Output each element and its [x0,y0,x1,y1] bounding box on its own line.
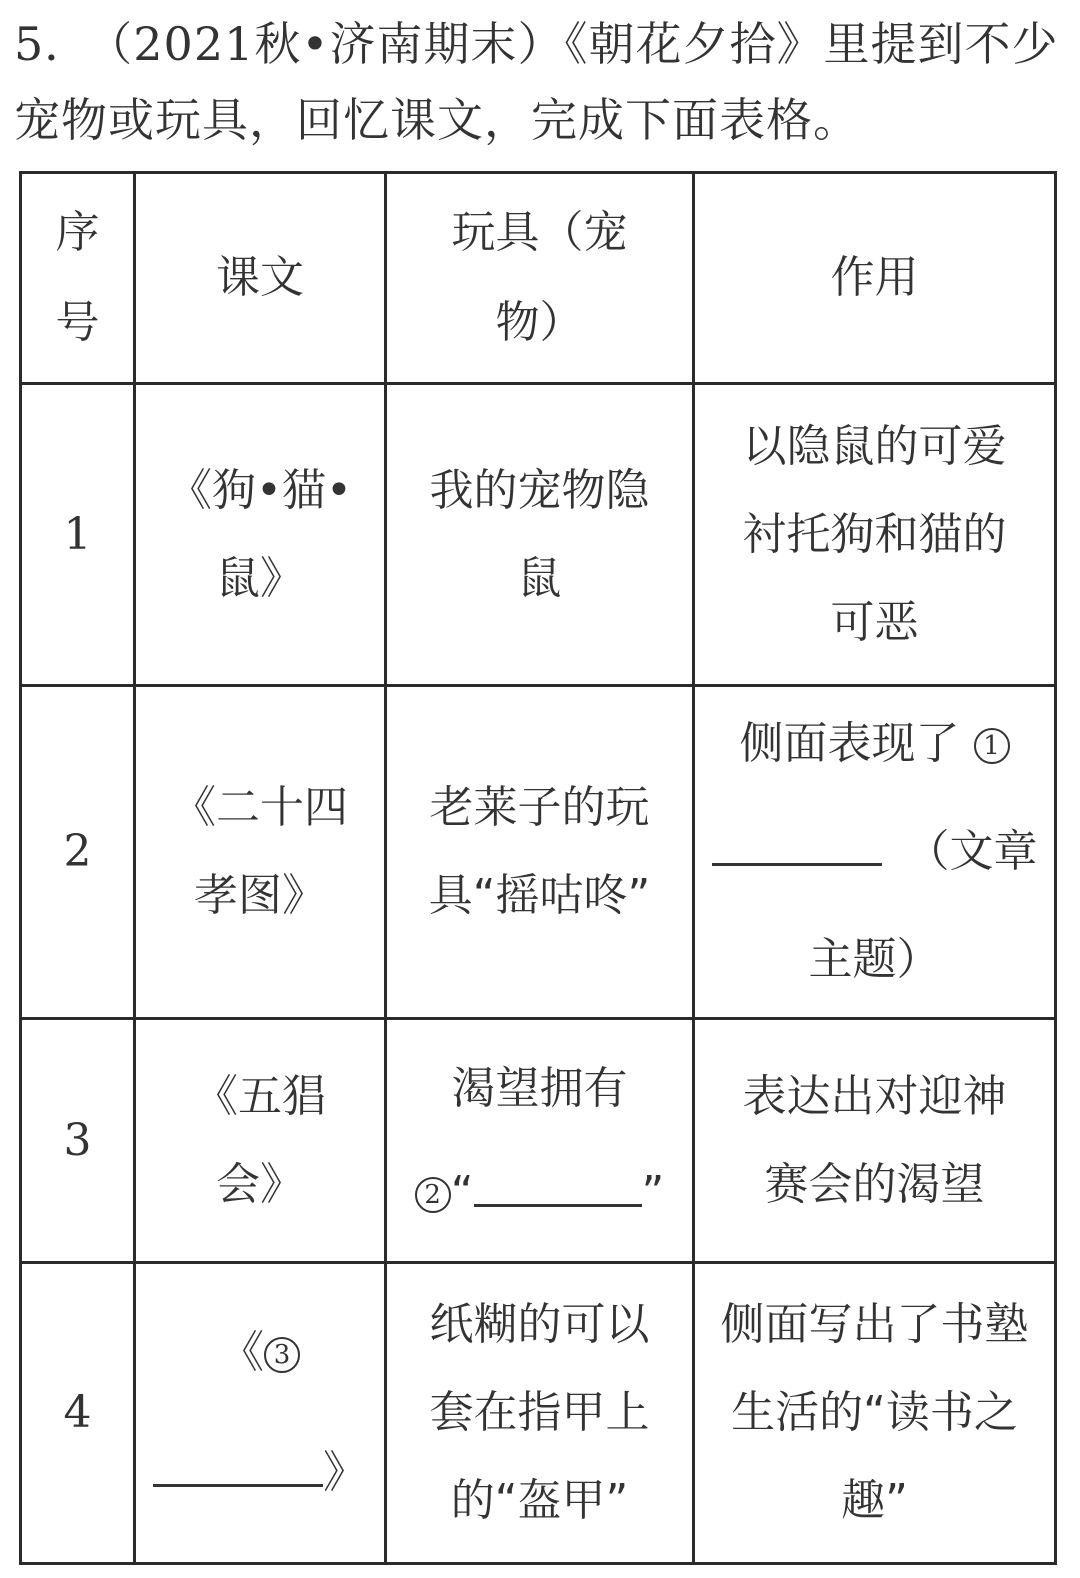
header-toy: 玩具（宠物） [386,173,694,384]
row-text: 《狗•猫•鼠》 [135,384,386,686]
table-row [21,686,1056,1019]
table-header-row [21,173,1056,384]
table-row [21,1019,1056,1263]
row-toy [386,1019,694,1263]
header-text: 课文 [135,173,386,384]
row-index: 2 [21,686,135,1019]
question-source: （2021秋•济南期末） [109,17,565,71]
answer-blank-1 [712,826,882,866]
question-stem [14,6,1066,158]
answer-blank-2 [474,1166,642,1206]
text-close-bracket: 》 [323,1447,367,1498]
row-index: 1 [21,384,135,686]
table-row [21,1263,1056,1564]
row-text: 《五猖会》 [135,1019,386,1263]
row-index: 4 [21,1263,135,1564]
header-index: 序号 [21,173,135,384]
header-effect: 作用 [694,173,1056,384]
row-effect: 表达出对迎神赛会的渴望 [694,1019,1056,1263]
row-text [135,1263,386,1564]
text-open-bracket: 《 [220,1327,264,1378]
row-toy: 老莱子的玩具“摇咕咚” [386,686,694,1019]
blank-marker-3: 3 [264,1337,300,1373]
answer-blank-3 [153,1447,323,1487]
row-toy: 纸糊的可以套在指甲上的“盔甲” [386,1263,694,1564]
row-effect: 侧面写出了书塾生活的“读书之趣” [694,1263,1056,1564]
row-effect [694,686,1056,1019]
blank-marker-2: 2 [415,1177,451,1213]
toy-close-quote: ” [641,1166,665,1218]
blank-marker-1: 1 [974,728,1010,764]
toy-text-before: 渴望拥有 [451,1062,628,1114]
row-effect: 以隐鼠的可爱衬托狗和猫的可恶 [694,384,1056,686]
row-text: 《二十四孝图》 [135,686,386,1019]
effect-text-after: （文章主题） [808,826,1038,985]
toy-open-quote: “ [450,1166,474,1218]
table-row [21,384,1056,686]
effect-text-before: 侧面表现了 [739,718,960,769]
answer-table [19,171,1057,1565]
row-toy: 我的宠物隐鼠 [386,384,694,686]
row-index: 3 [21,1019,135,1263]
question-number: 5． [14,17,92,71]
question-text: 《朝花夕拾》里提到不少宠物或玩具，回忆课文，完成下面表格。 [14,17,1059,147]
